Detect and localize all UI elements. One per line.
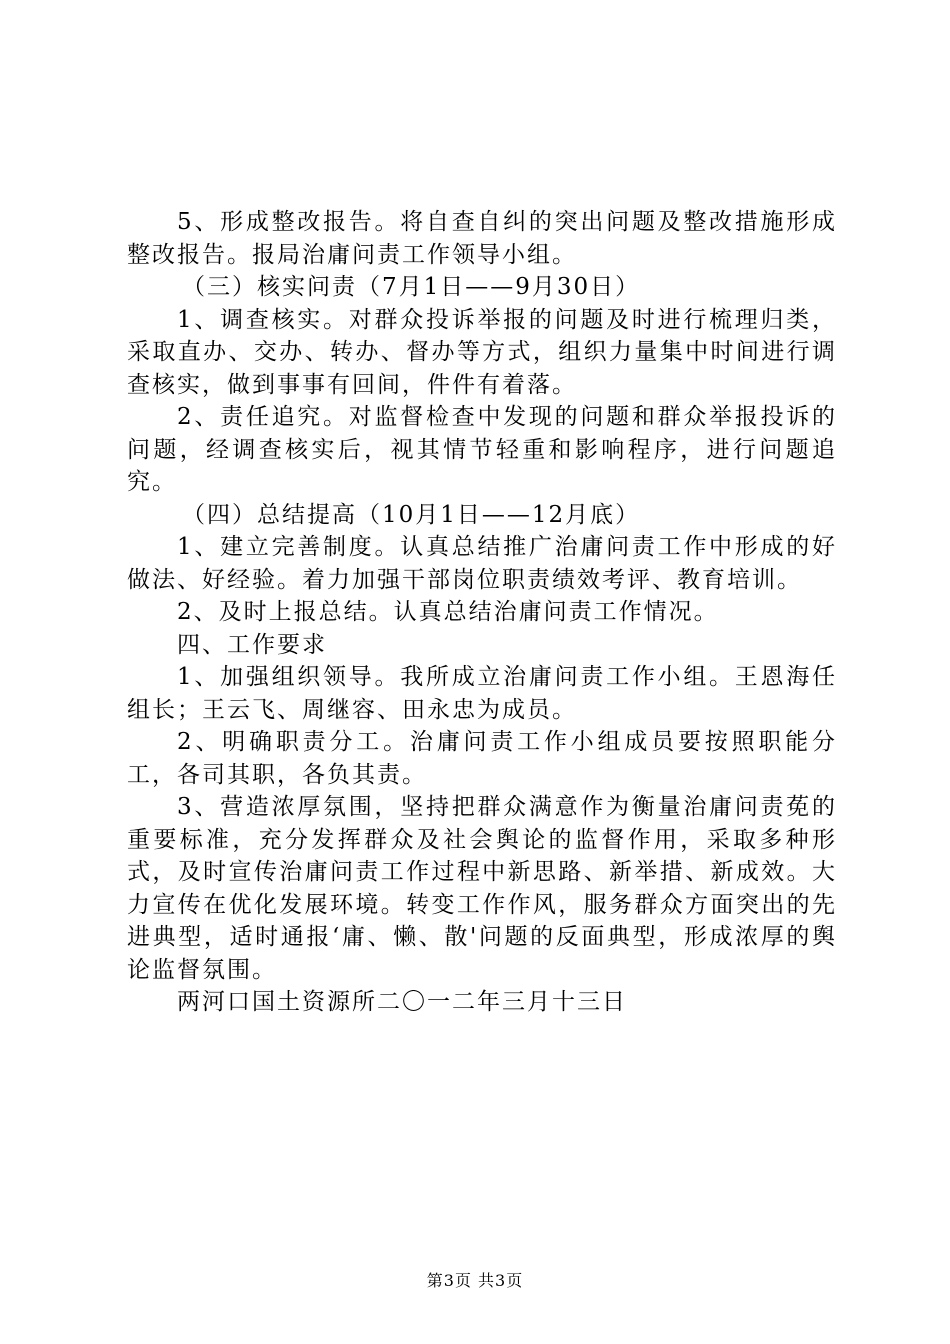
paragraph-accountability: 2、责任追究。对监督检查中发现的问题和群众举报投诉的问题，经调查核实后，视其情节轻重和影响程序，进行问题追究。	[127, 404, 837, 495]
paragraph-report: 5、形成整改报告。将自查自纠的突出问题及整改措施形成整改报告。报局治庸问责工作领导小组。	[127, 209, 837, 268]
paragraph-system: 1、建立完善制度。认真总结推广治庸问责工作中形成的好做法、好经验。着力加强干部岗位职责绩效考评、教育培训。	[127, 534, 837, 593]
signature-date: 两河口国土资源所二〇一二年三月十三日	[177, 989, 627, 1015]
paragraph-leadership: 1、加强组织领导。我所成立治庸问责工作小组。王恩海任组长；王云飞、周继容、田永忠为成员。	[127, 664, 837, 723]
section-heading-summary: （四）总结提高（10月1日——12月底）	[182, 501, 641, 528]
document-body	[127, 206, 837, 1019]
page-number-footer: 第3页 共3页	[426, 1271, 524, 1290]
paragraph-duties: 2、明确职责分工。治庸问责工作小组成员要按照职能分工，各司其职，各负其责。	[127, 729, 837, 788]
section-heading-verify: （三）核实问责（7月1日——9月30日）	[182, 274, 641, 300]
paragraph-report-summary: 2、及时上报总结。认真总结治庸问责工作情况。	[177, 599, 719, 625]
paragraph-atmosphere: 3、营造浓厚氛围，坚持把群众满意作为衡量治庸问责莬的重要标准，充分发挥群众及社会舆论的监督作用，采取多种形式，及时宣传治庸问责工作过程中新思路、新举措、新成效。大力宣传在优化发展环境。转变工作作风，服务群众方面突出的先进典型，适时通报‘庸、懒、散'问题的反面典型，形成浓厚的舆论监督氛围。	[127, 794, 837, 983]
paragraph-investigate: 1、调查核实。对群众投诉举报的问题及时进行梳理归类，采取直办、交办、转办、督办等方式，组织力量集中时间进行调查核实，做到事事有回间，件件有着落。	[127, 306, 837, 398]
section-heading-requirements: 四、工作要求	[177, 631, 327, 658]
